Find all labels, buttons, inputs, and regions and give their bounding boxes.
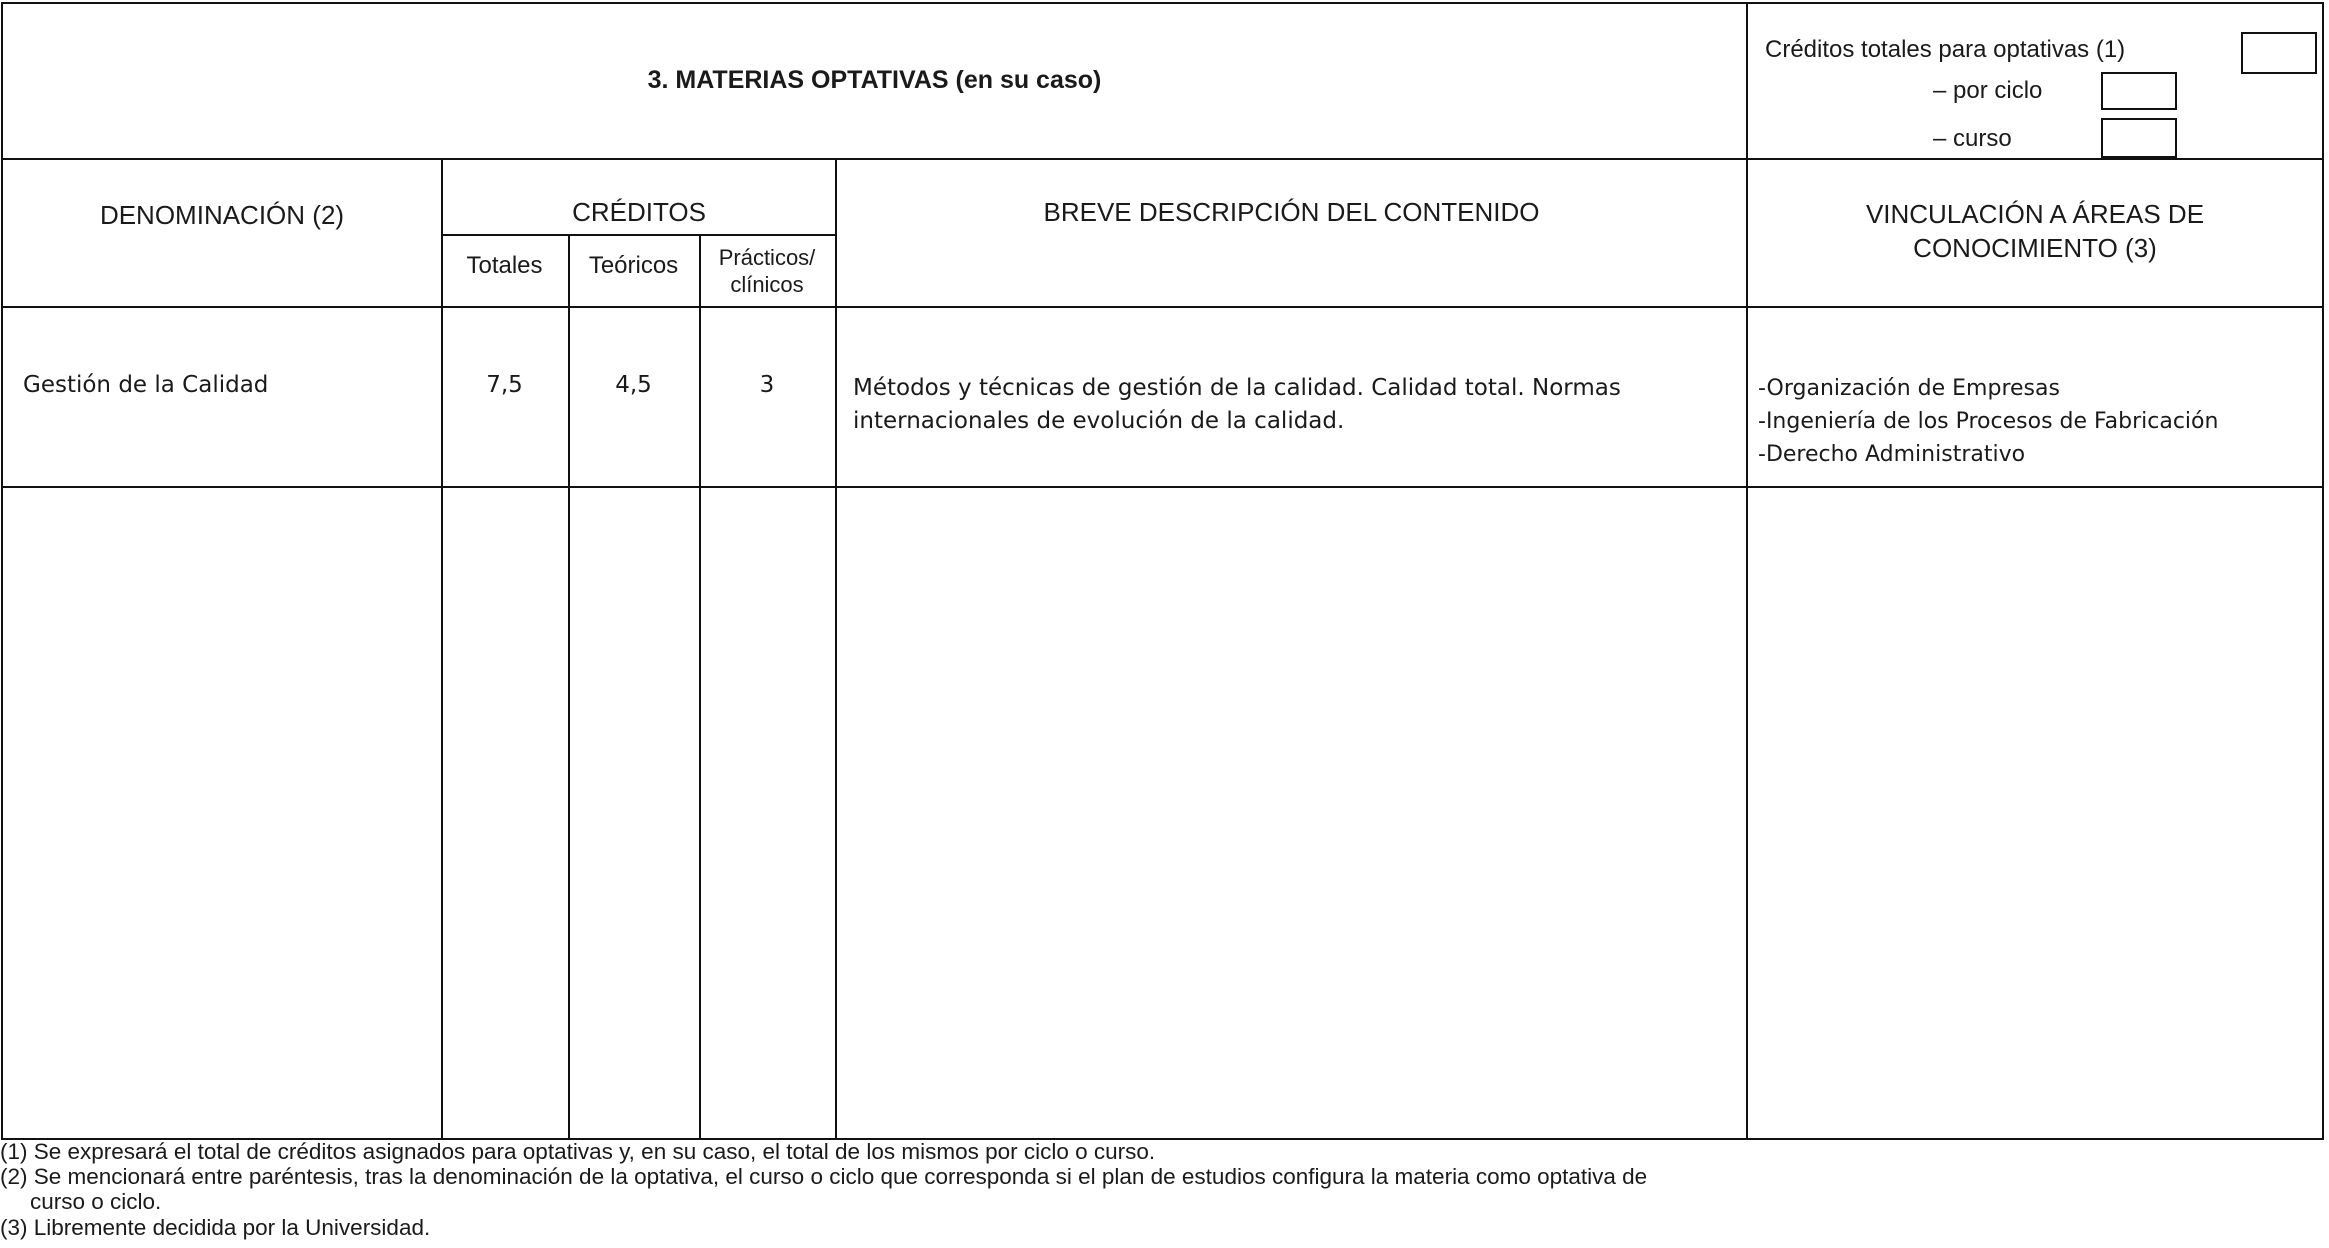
per-cycle-label: – por ciclo	[1933, 77, 2043, 104]
header-creditos: CRÉDITOS	[572, 197, 706, 227]
header-totales: Totales	[466, 252, 543, 279]
row-descripcion-line2: internacionales de evolución de la calidad.	[853, 408, 1345, 434]
row-denominacion: Gestión de la Calidad	[23, 372, 269, 398]
col-divider-practicos	[835, 158, 837, 1138]
row-descripcion	[853, 372, 1621, 438]
area-item: -Derecho Administrativo	[1758, 442, 2026, 467]
per-course-box[interactable]	[2101, 118, 2177, 158]
credits-total-box[interactable]	[2241, 32, 2317, 74]
optional-subjects-form	[1, 2, 2324, 1140]
per-cycle-box[interactable]	[2101, 72, 2177, 110]
section-title: 3. MATERIAS OPTATIVAS (en su caso)	[647, 66, 1102, 94]
header-vinculacion-line2: CONOCIMIENTO (3)	[1913, 233, 2157, 263]
header-denominacion: DENOMINACIÓN (2)	[99, 200, 345, 230]
row-totales: 7,5	[486, 372, 523, 398]
footnote-2: (2) Se mencionará entre paréntesis, tras la denominación de la optativa, el curso o ciclo que corresponda si el plan de estudios configura la materia como optativa de	[0, 1164, 1648, 1189]
area-item: -Ingeniería de los Procesos de Fabricación	[1758, 409, 2219, 434]
row-teoricos: 4,5	[615, 372, 652, 398]
header-practicos	[699, 244, 835, 298]
footnote-3: (3) Libremente decidida por la Universidad.	[0, 1215, 431, 1240]
header-practicos-line1: Prácticos/	[718, 245, 816, 270]
col-divider-teoricos	[699, 234, 701, 1138]
area-item: -Organización de Empresas	[1758, 376, 2060, 401]
header-descripcion: BREVE DESCRIPCIÓN DEL CONTENIDO	[1043, 197, 1540, 227]
footnote-2-continued: curso o ciclo.	[30, 1189, 162, 1214]
row-descripcion-line1: Métodos y técnicas de gestión de la calidad. Calidad total. Normas	[853, 375, 1621, 401]
col-divider-denominacion	[441, 158, 443, 1138]
col-divider-totales	[568, 234, 570, 1138]
header-vinculacion-line1: VINCULACIÓN A ÁREAS DE	[1865, 199, 2205, 229]
header-teoricos: Teóricos	[588, 252, 679, 279]
header-vinculacion	[1748, 197, 2322, 265]
row-divider	[3, 486, 2322, 488]
header-practicos-line2: clínicos	[730, 272, 804, 297]
credits-total-label: Créditos totales para optativas (1)	[1765, 36, 2126, 63]
column-header-divider	[3, 306, 2322, 308]
creditos-subheader-divider	[441, 234, 837, 236]
per-course-label: – curso	[1933, 125, 2012, 152]
row-areas	[1758, 372, 2218, 471]
row-practicos: 3	[759, 372, 775, 398]
footnote-1: (1) Se expresará el total de créditos asignados para optativas y, en su caso, el total de los mismos por ciclo o curso.	[0, 1139, 1156, 1164]
right-panel-divider	[1746, 4, 1748, 1138]
header-divider	[3, 158, 2322, 160]
